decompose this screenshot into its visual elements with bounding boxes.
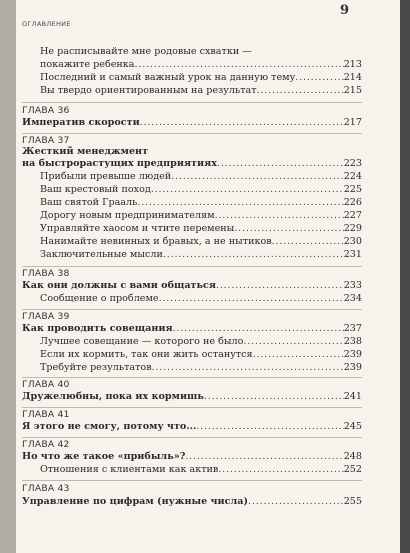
toc-entry-page: 239 [343,362,362,373]
toc-entry [40,463,362,476]
leader-dots [159,292,344,305]
toc-entry [40,248,362,261]
chapter-page: 223 [343,158,362,169]
chapter-label: ГЛАВА 43 [22,483,70,494]
toc-entry [40,335,362,348]
chapter-title: Управление по цифрам (нужные числа) [22,496,249,507]
toc-entry-title: Дорогу новым предпринимателям [40,210,215,221]
toc-entry-text: Не расписывайте мне родовые схватки — [40,46,252,57]
toc-entry-page: 214 [343,72,362,83]
toc-entry [40,183,362,196]
toc-entry-page: 215 [343,85,362,96]
leader-dots [217,157,344,170]
leader-dots [173,322,344,335]
toc-entry-title: покажите ребенка [40,59,135,70]
toc-entry [40,235,362,248]
toc-entry-page: 229 [343,223,362,234]
toc-entry-page: 239 [343,349,362,360]
leader-dots [204,390,344,403]
toc-entry-title: Заключительные мысли [40,249,163,260]
chapter-title: Как проводить совещания [22,323,173,334]
chapter-divider [22,309,362,310]
chapter-title: Но что же такое «прибыль»? [22,451,186,462]
toc-entry [40,348,362,361]
chapter-title: Я этого не смогу, потому что... [22,421,197,432]
chapter-title: на быстрорастущих предприятиях [22,158,217,169]
chapter-title-entry [22,157,362,170]
chapter-divider [22,437,362,438]
chapter-divider [22,480,362,481]
chapter-title-entry [22,116,362,129]
chapter-page: 233 [343,280,362,291]
toc-entry [40,222,362,235]
chapter-page: 248 [343,451,362,462]
chapter-title: Дружелюбны, пока их кормишь [22,391,204,402]
page-number: 9 [340,3,350,18]
chapter-label: ГЛАВА 42 [22,439,70,450]
chapter-page: 255 [343,496,362,507]
toc-entry-page: 230 [343,236,362,247]
chapter-title-entry [22,495,362,508]
toc-entry-title: Сообщение о проблеме [40,293,159,304]
leader-dots [272,235,344,248]
leader-dots [257,84,344,97]
leader-dots [253,348,344,361]
chapter-title-entry [22,322,362,335]
toc-entry [40,58,362,71]
chapter-title-entry [22,279,362,292]
toc-entry [40,361,362,374]
leader-dots [151,183,344,196]
toc-entry-title: Требуйте результатов [40,362,152,373]
chapter-label: ГЛАВА 36 [22,105,70,116]
toc-entry-title: Прибыли превыше людей [40,171,172,182]
leader-dots [171,170,344,183]
page-edge-shadow [0,0,16,553]
toc-entry-title: Последний и самый важный урок на данную тему [40,72,296,83]
toc-entry-page: 226 [343,197,362,208]
chapter-label: ГЛАВА 41 [22,409,70,420]
toc-entry-title: Лучшее совещание — которого не было [40,336,244,347]
chapter-title: Жесткий менеджмент [22,146,149,157]
chapter-label: ГЛАВА 38 [22,268,70,279]
toc-entry-page: 234 [343,293,362,304]
toc-entry-title: Управляйте хаосом и чтите перемены [40,223,235,234]
toc-entry-title: Вы твердо ориентированным на результат [40,85,257,96]
toc-entry [40,196,362,209]
leader-dots [196,420,343,433]
chapter-title-entry [22,420,362,433]
leader-dots [140,116,344,129]
toc-entry-page: 238 [343,336,362,347]
toc-entry-page: 213 [343,59,362,70]
chapter-divider [22,377,362,378]
leader-dots [216,279,344,292]
toc-entry-title: Нанимайте невинных и бравых, а не нытиков [40,236,272,247]
leader-dots [152,361,344,374]
chapter-divider [22,133,362,134]
leader-dots [243,335,343,348]
leader-dots [163,248,344,261]
leader-dots [135,58,344,71]
toc-entry-title: Ваш крестовый поход [40,184,151,195]
toc-entry-title: Если их кормить, так они жить останутся [40,349,253,360]
toc-entry [40,71,362,84]
chapter-title: Как они должны с вами общаться [22,280,216,291]
toc-entry [40,292,362,305]
leader-dots [185,450,343,463]
chapter-divider [22,407,362,408]
toc-entry [40,84,362,97]
leader-dots [295,71,343,84]
chapter-divider [22,266,362,267]
toc-entry-page: 224 [343,171,362,182]
toc-entry-page: 252 [343,464,362,475]
toc-entry [40,170,362,183]
leader-dots [248,495,344,508]
leader-dots [215,209,344,222]
toc-entry-page: 227 [343,210,362,221]
toc-entry [40,209,362,222]
chapter-page: 241 [343,391,362,402]
chapter-title-entry [22,450,362,463]
chapter-label: ГЛАВА 40 [22,379,70,390]
toc-entry-page: 225 [343,184,362,195]
toc-entry-title: Отношения с клиентами как актив [40,464,219,475]
running-head: ОГЛАВЛЕНИЕ [22,20,71,28]
chapter-page: 245 [343,421,362,432]
chapter-page: 237 [343,323,362,334]
chapter-title-entry [22,390,362,403]
toc-entry-title: Ваш святой Грааль [40,197,138,208]
chapter-title: Императив скорости [22,117,140,128]
chapter-label: ГЛАВА 37 [22,135,70,146]
chapter-label: ГЛАВА 39 [22,311,70,322]
chapter-divider [22,102,362,103]
toc-entry-page: 231 [343,249,362,260]
leader-dots [218,463,343,476]
leader-dots [137,196,343,209]
chapter-page: 217 [343,117,362,128]
leader-dots [234,222,343,235]
